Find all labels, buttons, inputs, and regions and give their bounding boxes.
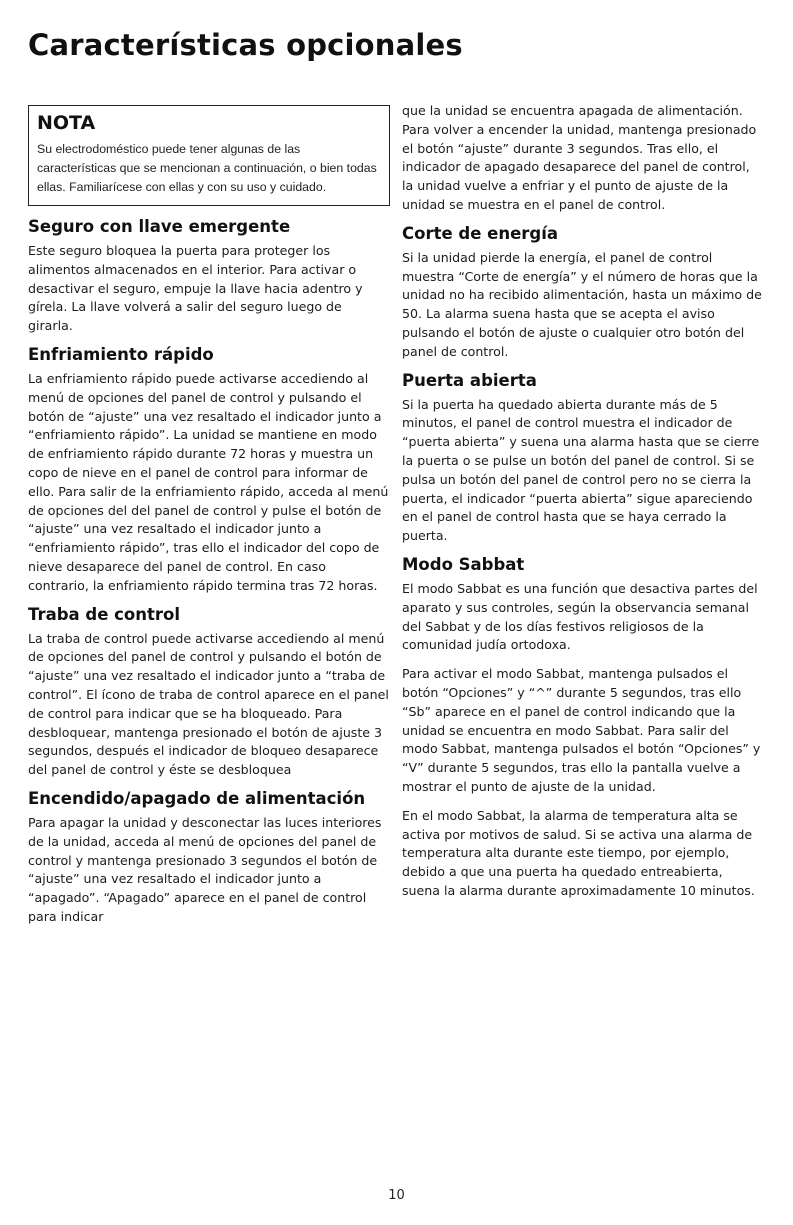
section-heading: Traba de control	[28, 604, 181, 624]
section-paragraph: Si la puerta ha quedado abierta durante más de 5 minutos, el panel de control muestra el indicador de “puerta abierta” y suena una alarma hasta que se cierre la puerta o se pulse un botón del panel de control. Si se pulsa un botón del panel de control pero no se cierra la puerta, el indicador “puerta abierta” sigue apareciendo en el panel de control hasta que se haya cerrado la puerta.	[402, 396, 760, 544]
section-heading: Enfriamiento rápido	[28, 344, 214, 364]
section-sabbat	[402, 554, 762, 901]
note-box	[28, 105, 390, 206]
section-paragraph: La enfriamiento rápido puede activarse accediendo al menú de opciones del panel de control y pulsando el botón de “ajuste” una vez resaltado el indicador junto a “enfriamiento rápido”. La unidad se mantiene en modo de enfriamiento rápido durante 72 horas y muestra un copo de nieve en el panel de control para informar de ello. Para salir de la enfriamiento rápido, acceda al menú de opciones del del panel de control y pulse el botón de “ajuste” una vez resaltado el indicador junto a “enfriamiento rápido”, tras ello el indicador del copo de nieve desaparece del panel de control. En caso contrario, la enfriamiento rápido termina tras 72 horas.	[28, 370, 389, 593]
section-paragraph: En el modo Sabbat, la alarma de temperatura alta se activa por motivos de salud. Si se activa una alarma de temperatura alta durante este tiempo, por ejemplo, debido a que una puerta ha quedado entreabierta, suena la alarma durante aproximadamente 10 minutos.	[402, 807, 755, 898]
section-heading: Modo Sabbat	[402, 554, 525, 574]
section-heading: Encendido/apagado de alimentación	[28, 788, 366, 808]
section-paragraph: Si la unidad pierde la energía, el panel de control muestra “Corte de energía” y el número de horas que la unidad no ha recibido alimentación, hasta un máximo de 50. La alarma suena hasta que se acepta el aviso pulsando el botón de ajuste o cualquier otro botón del panel de control.	[402, 249, 762, 359]
section-enfriamiento	[28, 344, 390, 596]
section-paragraph: Para activar el modo Sabbat, mantenga pulsados el botón “Opciones” y “^” durante 5 segundos, tras ello “Sb” aparece en el panel de control indicando que la unidad se encuentra en modo Sabbat. Para salir del modo Sabbat, mantenga pulsados el botón “Opciones” y “V” durante 5 segundos, tras ello la pantalla vuelve a mostrar el punto de ajuste de la unidad.	[402, 666, 761, 794]
section-paragraph: Este seguro bloquea la puerta para proteger los alimentos almacenados en el interior. Para activar o desactivar el seguro, empuje la llave hacia adentro y gírela. La llave volverá a salir del seguro luego de girarla.	[28, 243, 363, 334]
note-text: Su electrodoméstico puede tener algunas de las características que se mencionan a continuación, o bien todas ellas. Familiarícese con ellas y con su uso y cuidado.	[37, 142, 377, 194]
section-traba	[28, 604, 390, 780]
section-continuation	[402, 102, 762, 215]
section-corte	[402, 223, 762, 362]
section-paragraph: Para apagar la unidad y desconectar las luces interiores de la unidad, acceda al menú de opciones del panel de control y mantenga presionado 3 segundos el botón de “ajuste” una vez resaltado el indicador junto a “apagado”. “Apagado” aparece en el panel de control para indicar	[28, 814, 382, 924]
right-column	[402, 102, 762, 901]
section-paragraph: La traba de control puede activarse accediendo al menú de opciones del panel de control y pulsando el botón de “ajuste” una vez resaltado el indicador junto a “traba de control”. El ícono de traba de control aparece en el panel de control para indicar que se ha bloqueado. Para desbloquear, mantenga presionado el botón de ajuste 3 segundos, después el indicador de bloqueo desaparece del panel de control y éste se desbloquea	[28, 630, 389, 778]
section-heading: Corte de energía	[402, 223, 559, 243]
note-heading: NOTA	[37, 112, 96, 134]
page-number: 10	[388, 1188, 405, 1203]
section-seguro	[28, 216, 390, 336]
section-paragraph: que la unidad se encuentra apagada de alimentación. Para volver a encender la unidad, mantenga presionado el botón “ajuste” durante 3 segundos. Tras ello, el indicador de apagado desaparece del panel de control, la unidad vuelve a enfriar y el punto de ajuste de la unidad se muestra en el panel de control.	[402, 103, 757, 212]
left-column	[28, 105, 390, 927]
section-paragraph: El modo Sabbat es una función que desactiva partes del aparato y sus controles, según la observancia semanal del Sabbat y de los días festivos religiosos de la comunidad judía ortodoxa.	[402, 580, 758, 653]
section-encendido	[28, 788, 390, 927]
page-title: Características opcionales	[28, 28, 463, 62]
section-heading: Seguro con llave emergente	[28, 217, 291, 236]
section-heading: Puerta abierta	[402, 370, 537, 390]
section-puerta	[402, 370, 762, 546]
